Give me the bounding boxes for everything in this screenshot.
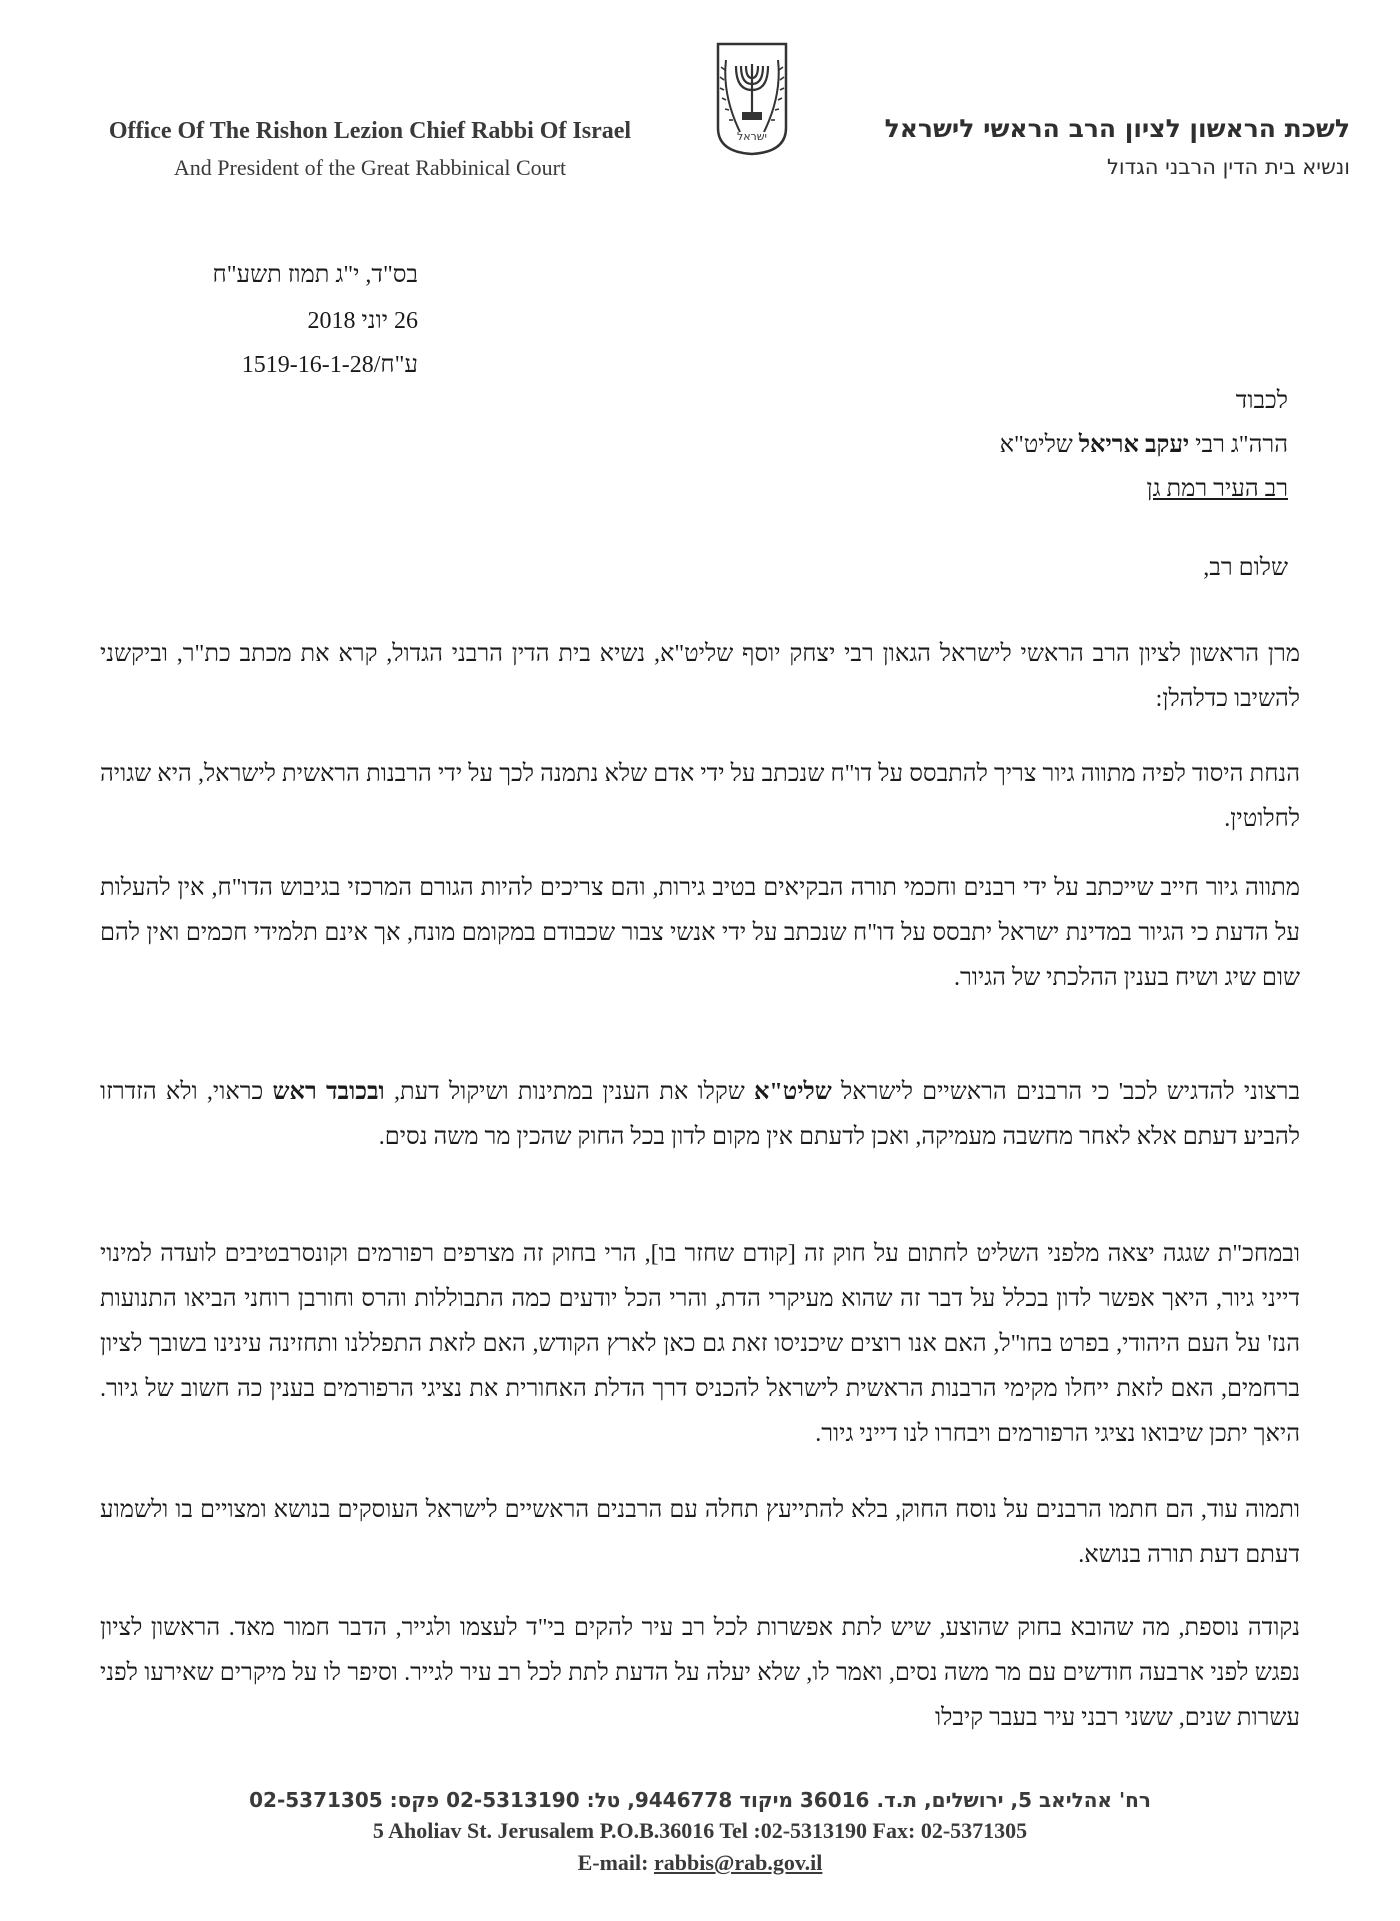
paragraph-1: מרן הראשון לציון הרב הראשי לישראל הגאון רבי יצחק יוסף שליט"א, נשיא בית הדין הרבני הגדול, קרא את מכתב כת"ר, וביקשני להשיבו כדלהלן: [100, 641, 1300, 712]
addressee-name-bold: יעקב אריאל [1078, 432, 1190, 458]
office-subtitle-english: And President of the Great Rabbinical Court [173, 155, 567, 180]
email-link[interactable]: rabbis@rab.gov.il [654, 1850, 823, 1875]
greeting: שלום רב, [1203, 555, 1288, 581]
office-subtitle-hebrew: ונשיא בית הדין הרבני הגדול [1107, 155, 1350, 179]
footer [0, 1788, 1400, 1876]
addressee-prefix: הרה"ג רבי [1195, 432, 1288, 458]
gregorian-date: 26 יוני 2018 [307, 308, 418, 334]
addressee-to: לכבוד [1235, 388, 1288, 414]
hebrew-date: בס"ד, י"ג תמוז תשע"ח [212, 262, 418, 288]
paragraph-2: הנחת היסוד לפיה מתווה גיור צריך להתבסס על דו"ח שנכתב על ידי אדם שלא נתמנה לכך על ידי הרבנות הראשית לישראל, היא שגויה לחלוטין. [100, 761, 1300, 832]
paragraph-6: ותמוה עוד, הם חתמו הרבנים על נוסח החוק, בלא להתייעץ תחלה עם הרבנים הראשיים לישראל העוסקים בנושא ומצויים בו ולשמוע דעתם דעת תורה בנושא. [100, 1497, 1300, 1568]
reference-number: ע"ח/1519-16-1-28 [241, 352, 418, 378]
addressee-name [1000, 432, 1288, 459]
office-title-hebrew: לשכת הראשון לציון הרב הראשי לישראל [884, 114, 1350, 143]
letterhead-english [70, 118, 670, 181]
paragraph-5: ובמחכ"ת שגגה יצאה מלפני השליט לחתום על חוק זה [קודם שחזר בו], הרי בחוק זה מצרפים רפורמים וקונסרבטיבים לועדה למינוי דייני גיור, היאך אפשר לדון בכלל על דבר זה שהוא מעיקרי הדת, והרי הכל יודעים כמה התבוללות והרס וחורבן רוחני הביאו התנועות הנז' על העם היהודי, בפרט בחו"ל, האם אנו רוצים שיכניסו זאת גם כאן לארץ הקודש, האם לזאת התפללנו ותחזינה עינינו בשובך לציון ברחמים, האם לזאת ייחלו מקימי הרבנות הראשית לישראל להכניס דרך הדלת האחורית את נציגי הרפורמים בענין כה חשוב של גיור. היאך יתכן שיבואו נציגי הרפורמים ויבחרו לנו דייני גיור. [100, 1241, 1300, 1447]
letterhead-hebrew [830, 114, 1350, 179]
addressee-suffix: שליט"א [999, 432, 1073, 458]
svg-text:ישראל: ישראל [736, 130, 768, 143]
office-title-english: Office Of The Rishon Lezion Chief Rabbi Of Israel [108, 118, 632, 144]
addressee-title: רב העיר רמת גן [1146, 476, 1288, 502]
footer-address-english: 5 Aholiav St. Jerusalem P.O.B.36016 Tel :02-5313190 Fax: 02-5371305 [372, 1818, 1028, 1843]
footer-address-hebrew: רח' אהליאב 5, ירושלים, ת.ד. 36016 מיקוד 9446778, טל: 02-5313190 פקס: 02-5371305 [249, 1788, 1151, 1812]
state-emblem-icon [714, 40, 790, 158]
email-label: E-mail: [577, 1850, 649, 1875]
paragraph-3: מתווה גיור חייב שייכתב על ידי רבנים וחכמי תורה הבקיאים בטיב גירות, והם צריכים להיות הגורם המרכזי בגיבוש הדו"ח, אין להעלות על הדעת כי הגיור במדינת ישראל יתבסס על דו"ח שנכתב על ידי אנשי צבור שכבודם במקומם מונח, אך אינם תלמידי חכמים ואין להם שום שיג ושיח בענין ההלכתי של הגיור. [100, 875, 1300, 991]
paragraph-7: נקודה נוספת, מה שהובא בחוק שהוצע, שיש לתת אפשרות לכל רב עיר להקים בי"ד לעצמו ולגייר, הדבר חמור מאד. הראשון לציון נפגש לפני ארבעה חודשים עם מר משה נסים, ואמר לו, שלא יעלה על הדעת לתת לכל רב עיר לגייר. וסיפר לו על מיקרים שאירעו לפני עשרות שנים, ששני רבני עיר בעבר קיבלו [100, 1615, 1300, 1731]
paragraph-4: ברצוני להדגיש לכב' כי הרבנים הראשיים לישראל שליט"א שקלו את הענין במתינות ושיקול דעת, ובכובד ראש כראוי, ולא הזדרזו להביע דעתם אלא לאחר מחשבה מעמיקה, ואכן לדעתם אין מקום לדון בכל החוק שהכין מר משה נסים. [100, 1079, 1301, 1150]
footer-email [0, 1850, 1400, 1876]
